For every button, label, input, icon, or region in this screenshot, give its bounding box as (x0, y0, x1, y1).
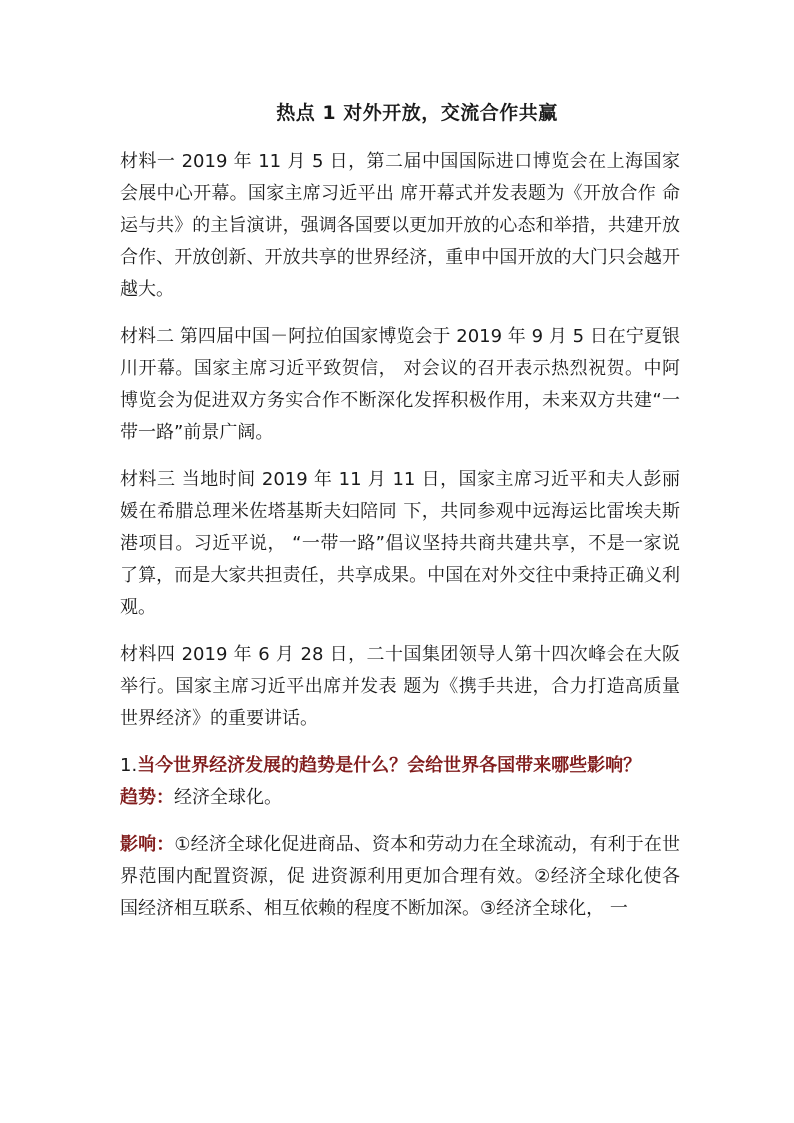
document-body (120, 146, 680, 940)
answer-trend (120, 782, 680, 814)
trend-text: 经济全球化。 (174, 787, 282, 808)
answer-impact (120, 829, 680, 925)
impact-text: ①经济全球化促进商品、资本和劳动力在全球流动，有利于在世界范围内配置资源，促 进资源利用更加合理有效。②经济全球化使各国经济相互联系、相互依赖的程度不断加深。③经济全球化， 一 (120, 834, 680, 919)
trend-label: 趋势： (120, 787, 174, 808)
page-title: 热点 1 对外开放，交流合作共赢 (276, 102, 558, 124)
impact-label: 影响： (120, 834, 175, 855)
question-text: 当今世界经济发展的趋势是什么？会给世界各国带来哪些影响？ (137, 755, 642, 776)
material-4-paragraph: 材料四 2019 年 6 月 28 日，二十国集团领导人第十四次峰会在大阪举行。国家主席习近平出席并发表 题为《携手共进，合力打造高质量世界经济》的重要讲话。 (120, 644, 680, 729)
material-2-paragraph: 材料二 第四届中国－阿拉伯国家博览会于 2019 年 9 月 5 日在宁夏银川开幕。国家主席习近平致贺信， 对会议的召开表示热烈祝贺。中阿博览会为促进双方务实合作不断深化发挥积极作用，未来双方共建“一 带一路”前景广阔。 (120, 326, 680, 443)
material-1-paragraph: 材料一 2019 年 11 月 5 日，第二届中国国际进口博览会在上海国家会展中心开幕。国家主席习近平出 席开幕式并发表题为《开放合作 命运与共》的主旨演讲，强调各国要以更加开放的心态和举措，共建开放 合作、开放创新、开放共享的世界经济，重申中国开放的大门只会越开越大。 (120, 151, 680, 300)
material-3-paragraph: 材料三 当地时间 2019 年 11 月 11 日，国家主席习近平和夫人彭丽媛在希腊总理米佐塔基斯夫妇陪同 下，共同参观中远海运比雷埃夫斯港项目。习近平说， “一带一路”倡议坚持共商共建共享，不是一家说 了算，而是大家共担责任，共享成果。中国在对外交往中秉持正确义利观。 (120, 469, 680, 618)
question-number: 1. (120, 755, 138, 776)
question-1 (120, 750, 680, 782)
